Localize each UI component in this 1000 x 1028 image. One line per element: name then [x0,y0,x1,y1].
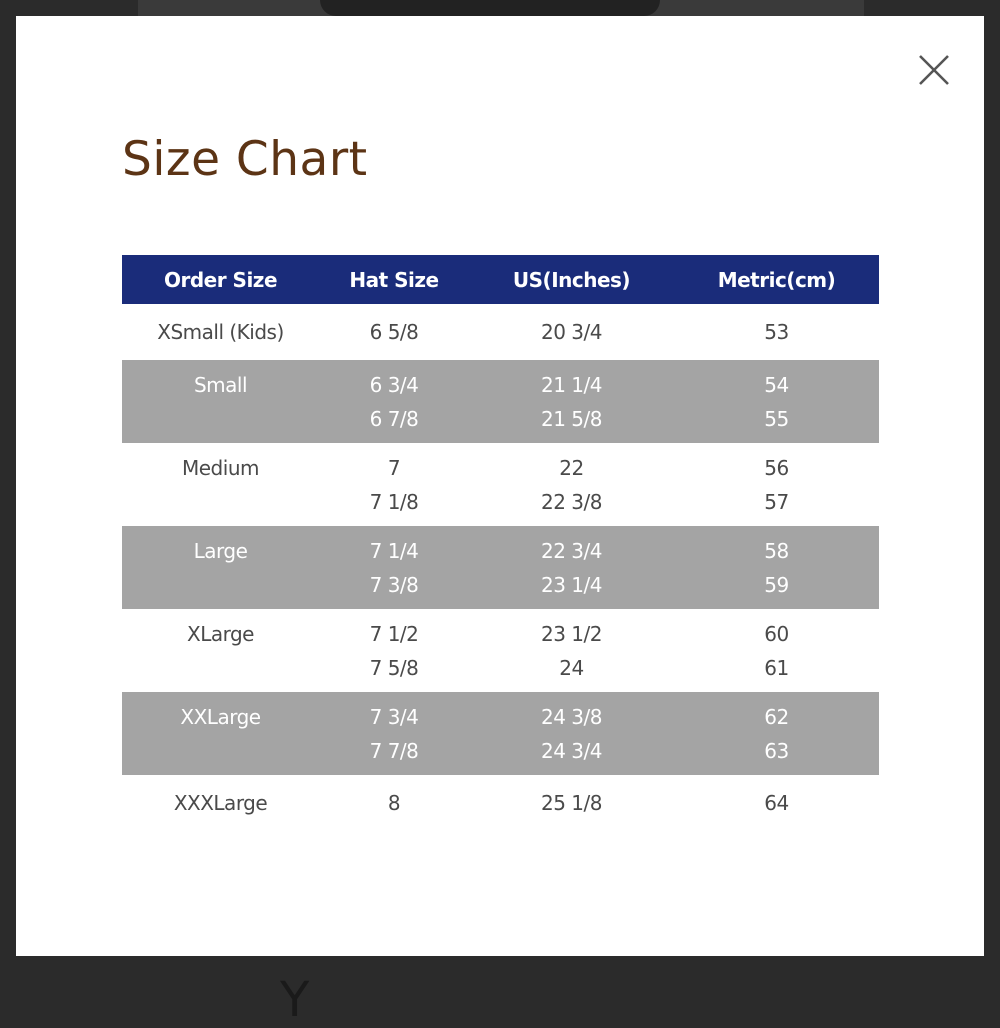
cell-value: 7 5/8 [369,656,419,680]
hat-size-cell [319,360,469,443]
cell-value: 6 7/8 [369,407,419,431]
hat-size-cell [319,304,469,360]
order-size-cell: XLarge [122,609,319,692]
table-header-row [122,255,879,304]
cell-value: 21 5/8 [541,407,602,431]
header-order-size: Order Size [122,255,319,304]
cell-value: 7 [387,456,401,480]
cell-value: 7 1/2 [369,622,419,646]
us-inches-cell [469,609,674,692]
cell-value: 7 3/8 [369,573,419,597]
cell-value: 20 3/4 [541,320,602,344]
us-inches-cell [469,775,674,831]
table-row [122,443,879,526]
order-size-cell: Medium [122,443,319,526]
cell-value: 60 [764,622,789,646]
size-chart-modal [16,16,984,956]
us-inches-cell [469,526,674,609]
cell-value: 7 1/4 [369,539,419,563]
hat-size-cell [319,775,469,831]
cell-value: 55 [764,407,789,431]
us-inches-cell [469,360,674,443]
metric-cm-cell [674,526,879,609]
cell-value: 61 [764,656,789,680]
metric-cm-cell [674,304,879,360]
metric-cm-cell [674,360,879,443]
header-metric-cm: Metric(cm) [674,255,879,304]
cell-value: 59 [764,573,789,597]
hat-size-cell [319,609,469,692]
cell-value: 7 3/4 [369,705,419,729]
cell-value: 23 1/2 [541,622,602,646]
cell-value: 64 [764,791,789,815]
cell-value: 22 3/8 [541,490,602,514]
cell-value: 58 [764,539,789,563]
cell-value: 7 1/8 [369,490,419,514]
us-inches-cell [469,443,674,526]
cell-value: 22 3/4 [541,539,602,563]
cell-value: 56 [764,456,789,480]
table-row [122,360,879,443]
size-table [122,255,879,831]
background-page-element [320,0,660,16]
us-inches-cell [469,304,674,360]
hat-size-cell [319,526,469,609]
cell-value: 22 [559,456,584,480]
cell-value: 23 1/4 [541,573,602,597]
order-size-cell: XSmall (Kids) [122,304,319,360]
modal-title: Size Chart [122,132,368,187]
cell-value: 24 3/4 [541,739,602,763]
background-page-heading: Y [280,972,316,1028]
order-size-cell: Large [122,526,319,609]
cell-value: 21 1/4 [541,373,602,397]
header-us-inches: US(Inches) [469,255,674,304]
order-size-cell: Small [122,360,319,443]
cell-value: 24 [559,656,584,680]
cell-value: 7 7/8 [369,739,419,763]
table-row [122,775,879,831]
cell-value: 54 [764,373,789,397]
table-row [122,526,879,609]
metric-cm-cell [674,609,879,692]
cell-value: 6 3/4 [369,373,419,397]
hat-size-cell [319,692,469,775]
close-icon [916,52,952,88]
order-size-cell: XXLarge [122,692,319,775]
cell-value: 63 [764,739,789,763]
metric-cm-cell [674,692,879,775]
cell-value: 6 5/8 [369,320,419,344]
metric-cm-cell [674,443,879,526]
table-row [122,609,879,692]
table-row [122,304,879,360]
cell-value: 62 [764,705,789,729]
cell-value: 8 [387,791,401,815]
table-row [122,692,879,775]
header-hat-size: Hat Size [319,255,469,304]
cell-value: 25 1/8 [541,791,602,815]
cell-value: 24 3/8 [541,705,602,729]
order-size-cell: XXXLarge [122,775,319,831]
cell-value: 53 [764,320,789,344]
metric-cm-cell [674,775,879,831]
cell-value: 57 [764,490,789,514]
us-inches-cell [469,692,674,775]
close-button[interactable] [916,52,952,88]
hat-size-cell [319,443,469,526]
